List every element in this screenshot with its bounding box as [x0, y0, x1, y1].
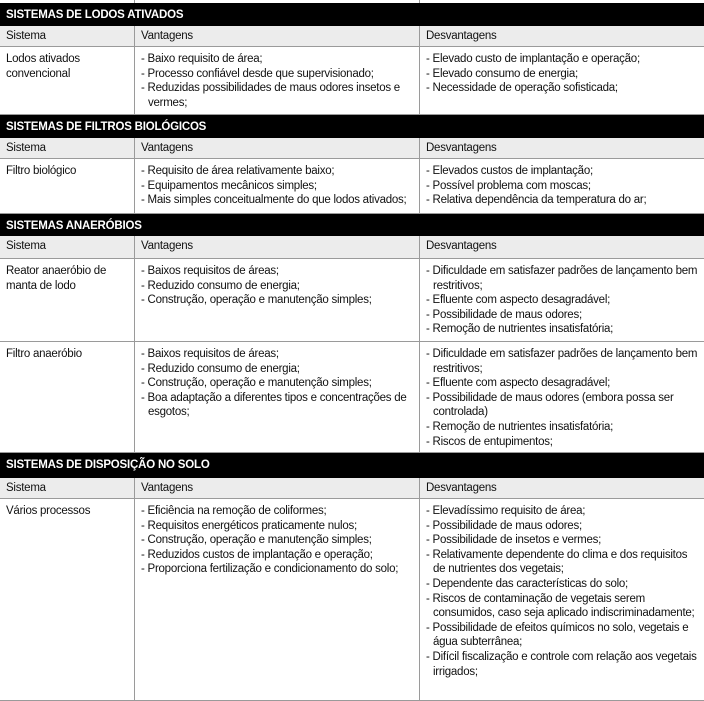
- vantagens-cell: [134, 499, 419, 700]
- desvantagem-item: - Possibilidade de maus odores;: [426, 308, 700, 323]
- desvantagem-item: - Efluente com aspecto desagradável;: [426, 293, 700, 308]
- vantagens-list: [141, 52, 415, 110]
- vantagem-item: - Requisitos energéticos praticamente nulos;: [141, 519, 415, 534]
- sistema-cell: Reator anaeróbio de manta de lodo: [6, 265, 107, 292]
- column-header-desvantagens: Desvantagens: [419, 138, 704, 158]
- desvantagens-cell: [419, 259, 704, 341]
- desvantagens-list: [426, 504, 700, 679]
- desvantagem-item: - Dificuldade em satisfazer padrões de lançamento bem restritivos;: [426, 347, 700, 376]
- vantagem-item: - Reduzidos custos de implantação e operação;: [141, 548, 415, 563]
- column-header-desvantagens: Desvantagens: [419, 26, 704, 46]
- vantagem-item: - Construção, operação e manutenção simples;: [141, 533, 415, 548]
- section-title: SISTEMAS ANAERÓBIOS: [0, 214, 704, 236]
- desvantagem-item: - Elevadíssimo requisito de área;: [426, 504, 700, 519]
- desvantagem-item: - Possibilidade de efeitos químicos no solo, vegetais e água subterrânea;: [426, 621, 700, 650]
- desvantagens-cell: [419, 159, 704, 213]
- vantagens-list: [141, 504, 415, 577]
- sistema-cell: Filtro anaeróbio: [6, 348, 82, 360]
- desvantagens-list: [426, 264, 700, 337]
- sistema-cell: Lodos ativados convencional: [6, 53, 80, 80]
- desvantagem-item: - Possibilidade de maus odores;: [426, 519, 700, 534]
- column-header-vantagens: Vantagens: [134, 138, 419, 158]
- desvantagem-item: - Efluente com aspecto desagradável;: [426, 376, 700, 391]
- desvantagem-item: - Riscos de contaminação de vegetais serem consumidos, caso seja aplicado indiscriminadamente;: [426, 592, 700, 621]
- desvantagens-cell: [419, 342, 704, 452]
- desvantagem-item: - Elevado consumo de energia;: [426, 67, 700, 82]
- vantagem-item: - Eficiência na remoção de coliformes;: [141, 504, 415, 519]
- vantagens-cell: [134, 259, 419, 341]
- column-header-vantagens: Vantagens: [134, 478, 419, 498]
- vantagem-item: - Mais simples conceitualmente do que lodos ativados;: [141, 193, 415, 208]
- table-row: [0, 499, 704, 701]
- desvantagem-item: - Riscos de entupimentos;: [426, 435, 700, 450]
- table-row: [0, 47, 704, 115]
- section-title: SISTEMAS DE FILTROS BIOLÓGICOS: [0, 115, 704, 138]
- header-row: [0, 236, 704, 259]
- column-header-vantagens: Vantagens: [134, 236, 419, 258]
- sistema-cell: Filtro biológico: [6, 165, 77, 177]
- vantagens-list: [141, 347, 415, 420]
- column-header-desvantagens: Desvantagens: [419, 478, 704, 498]
- table-row: [0, 342, 704, 453]
- vantagem-item: - Baixos requisitos de áreas;: [141, 264, 415, 279]
- column-header-sistema: Sistema: [6, 142, 46, 154]
- section-title: SISTEMAS DE DISPOSIÇÃO NO SOLO: [0, 453, 704, 478]
- sistema-cell: Vários processos: [6, 505, 91, 517]
- desvantagem-item: - Possibilidade de insetos e vermes;: [426, 533, 700, 548]
- desvantagens-list: [426, 164, 700, 208]
- table-row: [0, 259, 704, 342]
- vantagem-item: - Processo confiável desde que supervisionado;: [141, 67, 415, 82]
- desvantagem-item: - Remoção de nutrientes insatisfatória;: [426, 322, 700, 337]
- vantagem-item: - Construção, operação e manutenção simples;: [141, 376, 415, 391]
- vantagem-item: - Reduzido consumo de energia;: [141, 362, 415, 377]
- vantagens-list: [141, 264, 415, 308]
- vantagem-item: - Boa adaptação a diferentes tipos e concentrações de esgotos;: [141, 391, 415, 420]
- desvantagem-item: - Elevados custos de implantação;: [426, 164, 700, 179]
- desvantagem-item: - Relativamente dependente do clima e dos requisitos de nutrientes dos vegetais;: [426, 548, 700, 577]
- column-header-vantagens: Vantagens: [134, 26, 419, 46]
- header-row: [0, 138, 704, 159]
- column-header-sistema: Sistema: [6, 482, 46, 494]
- desvantagem-item: - Dificuldade em satisfazer padrões de lançamento bem restritivos;: [426, 264, 700, 293]
- column-header-sistema: Sistema: [6, 240, 46, 252]
- vantagem-item: - Reduzidas possibilidades de maus odores insetos e vermes;: [141, 81, 415, 110]
- desvantagens-cell: [419, 47, 704, 114]
- vantagens-cell: [134, 342, 419, 452]
- table-row: [0, 159, 704, 214]
- vantagem-item: - Proporciona fertilização e condicionamento do solo;: [141, 562, 415, 577]
- desvantagem-item: - Elevado custo de implantação e operação;: [426, 52, 700, 67]
- column-header-desvantagens: Desvantagens: [419, 236, 704, 258]
- vantagens-list: [141, 164, 415, 208]
- vantagens-cell: [134, 159, 419, 213]
- header-row: [0, 26, 704, 47]
- vantagem-item: - Reduzido consumo de energia;: [141, 279, 415, 294]
- desvantagens-list: [426, 52, 700, 96]
- header-row: [0, 478, 704, 499]
- desvantagem-item: - Necessidade de operação sofisticada;: [426, 81, 700, 96]
- desvantagem-item: - Difícil fiscalização e controle com relação aos vegetais irrigados;: [426, 650, 700, 679]
- desvantagem-item: - Relativa dependência da temperatura do ar;: [426, 193, 700, 208]
- section-title: SISTEMAS DE LODOS ATIVADOS: [0, 3, 704, 26]
- vantagem-item: - Baixo requisito de área;: [141, 52, 415, 67]
- desvantagem-item: - Remoção de nutrientes insatisfatória;: [426, 420, 700, 435]
- column-header-sistema: Sistema: [6, 30, 46, 42]
- vantagem-item: - Baixos requisitos de áreas;: [141, 347, 415, 362]
- vantagem-item: - Equipamentos mecânicos simples;: [141, 179, 415, 194]
- desvantagem-item: - Possível problema com moscas;: [426, 179, 700, 194]
- vantagens-cell: [134, 47, 419, 114]
- vantagem-item: - Requisito de área relativamente baixo;: [141, 164, 415, 179]
- desvantagens-cell: [419, 499, 704, 700]
- vantagem-item: - Construção, operação e manutenção simples;: [141, 293, 415, 308]
- desvantagem-item: - Possibilidade de maus odores (embora possa ser controlada): [426, 391, 700, 420]
- desvantagem-item: - Dependente das características do solo;: [426, 577, 700, 592]
- desvantagens-list: [426, 347, 700, 449]
